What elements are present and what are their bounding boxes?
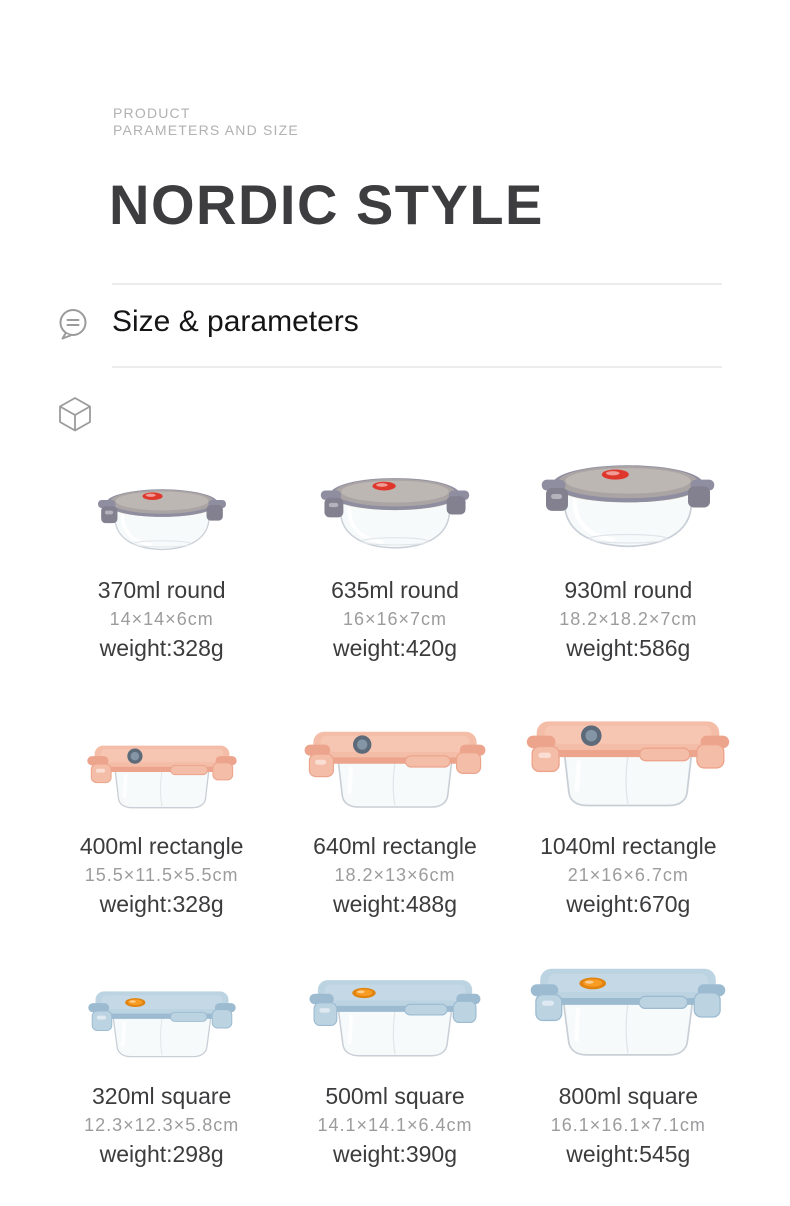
product-weight: weight:545g bbox=[566, 1141, 691, 1167]
product-card-930ml-round bbox=[512, 445, 745, 662]
product-weight: weight:298g bbox=[99, 1141, 224, 1167]
product-weight: weight:586g bbox=[566, 635, 691, 661]
package-cube-icon bbox=[57, 395, 93, 433]
product-size: 21×16×6.7cm bbox=[567, 865, 689, 885]
product-weight: weight:328g bbox=[99, 891, 224, 917]
product-size: 14×14×6cm bbox=[109, 609, 214, 629]
product-image-square bbox=[529, 945, 727, 1063]
product-name: 500ml square bbox=[325, 1083, 465, 1109]
product-size: 16×16×7cm bbox=[342, 609, 448, 629]
product-weight: weight:488g bbox=[332, 891, 457, 917]
product-card-400ml-rectangle bbox=[45, 695, 278, 918]
divider-top bbox=[112, 283, 722, 285]
product-card-500ml-square bbox=[278, 945, 511, 1168]
eyebrow-line1: PRODUCT bbox=[113, 105, 191, 121]
product-card-800ml-square bbox=[512, 945, 745, 1168]
product-size: 14.1×14.1×6.4cm bbox=[317, 1115, 473, 1135]
product-name: 640ml rectangle bbox=[313, 833, 477, 859]
product-caption bbox=[540, 833, 716, 918]
product-weight: weight:390g bbox=[332, 1141, 458, 1167]
product-caption bbox=[317, 1083, 472, 1168]
product-name: 320ml square bbox=[91, 1083, 232, 1109]
product-name: 930ml round bbox=[564, 577, 693, 603]
product-caption bbox=[551, 1083, 706, 1168]
product-name: 370ml round bbox=[97, 577, 226, 603]
product-row-rectangle bbox=[45, 695, 745, 918]
product-caption bbox=[80, 833, 244, 918]
eyebrow-text bbox=[113, 105, 299, 139]
product-card-1040ml-rectangle bbox=[512, 695, 745, 918]
product-image-rectangle bbox=[86, 695, 238, 813]
product-card-320ml-square bbox=[45, 945, 278, 1168]
product-name: 400ml rectangle bbox=[79, 833, 244, 859]
product-image-square bbox=[308, 945, 482, 1063]
product-name: 1040ml rectangle bbox=[540, 833, 717, 859]
product-card-635ml-round bbox=[278, 445, 511, 662]
product-card-640ml-rectangle bbox=[278, 695, 511, 918]
page-title: NORDIC STYLE bbox=[109, 173, 544, 236]
product-name: 800ml square bbox=[558, 1083, 698, 1109]
speech-bubble-icon bbox=[56, 307, 90, 341]
product-row-square bbox=[45, 945, 745, 1168]
product-caption bbox=[313, 833, 477, 918]
product-image-round bbox=[535, 445, 721, 557]
product-caption bbox=[559, 577, 697, 662]
eyebrow-line2: PARAMETERS AND SIZE bbox=[113, 122, 299, 138]
product-card-370ml-round bbox=[45, 445, 278, 662]
product-size: 18.2×13×6cm bbox=[334, 865, 456, 885]
product-size: 12.3×12.3×5.8cm bbox=[84, 1115, 240, 1135]
product-size: 16.1×16.1×7.1cm bbox=[550, 1115, 706, 1135]
product-caption bbox=[84, 1083, 239, 1168]
product-weight: weight:328g bbox=[99, 635, 224, 661]
product-name: 635ml round bbox=[331, 577, 459, 603]
product-size: 15.5×11.5×5.5cm bbox=[84, 865, 239, 885]
product-image-rectangle bbox=[525, 695, 731, 813]
product-size: 18.2×18.2×7cm bbox=[559, 609, 698, 629]
product-weight: weight:420g bbox=[332, 635, 458, 661]
product-caption bbox=[98, 577, 226, 662]
product-image-round bbox=[315, 445, 475, 557]
product-row-round bbox=[45, 445, 745, 662]
product-caption bbox=[331, 577, 459, 662]
product-image-square bbox=[87, 945, 237, 1063]
product-image-round bbox=[93, 445, 231, 557]
divider-bottom bbox=[112, 366, 722, 368]
product-weight: weight:670g bbox=[566, 891, 691, 917]
section-heading: Size & parameters bbox=[112, 305, 359, 338]
product-image-rectangle bbox=[303, 695, 487, 813]
